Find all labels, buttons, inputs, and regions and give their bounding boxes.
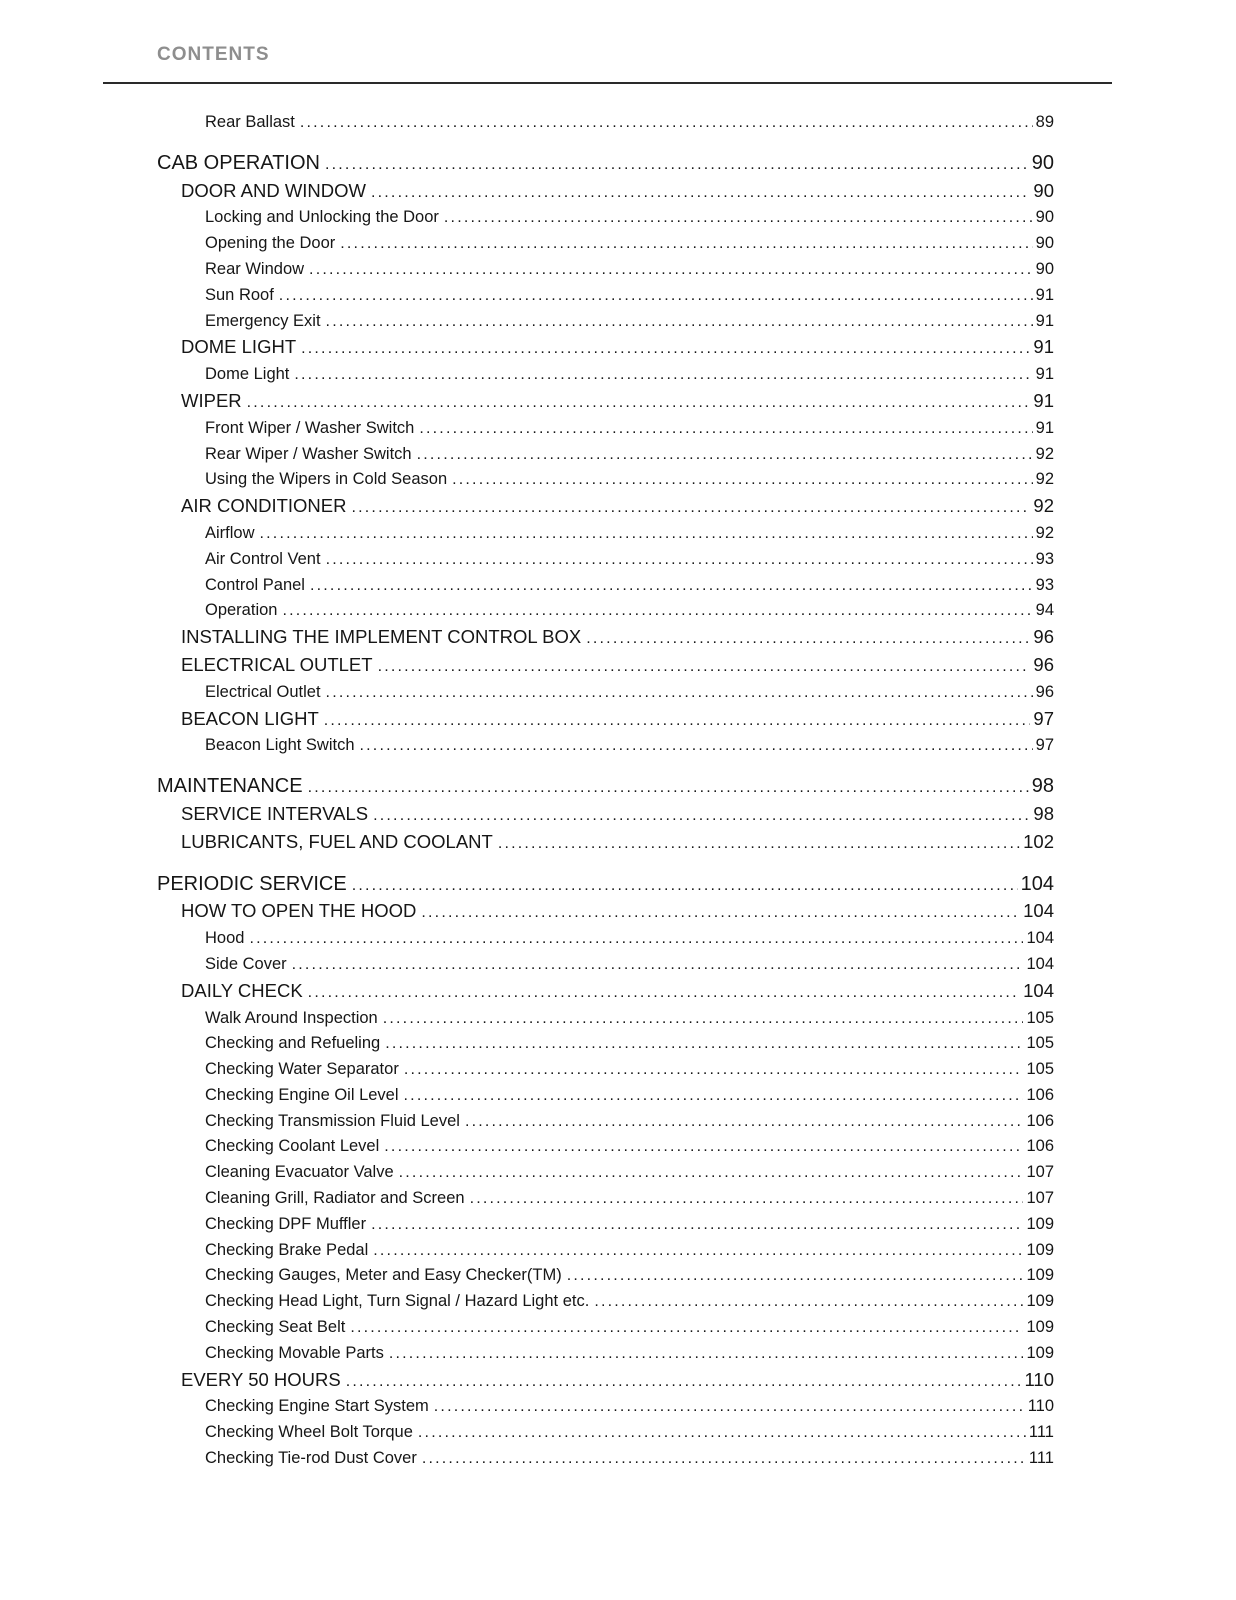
toc-entry-page: 111 [1028, 1449, 1054, 1468]
dot-leader [308, 980, 1020, 1006]
toc-entry-page: 91 [1033, 389, 1054, 411]
dot-leader [352, 873, 1018, 899]
toc-entry-label: SERVICE INTERVALS [181, 802, 369, 824]
dot-leader [404, 1083, 1024, 1109]
toc-entry[interactable] [157, 1006, 1054, 1032]
dot-leader [292, 952, 1024, 978]
toc-entry-page: 110 [1024, 1368, 1054, 1390]
dot-leader [346, 1369, 1022, 1395]
toc-entry-page: 90 [1035, 259, 1054, 278]
dot-leader [371, 180, 1030, 206]
toc-entry[interactable] [157, 547, 1054, 573]
toc-entry[interactable] [157, 110, 1054, 136]
dot-leader [340, 231, 1032, 257]
toc-entry[interactable] [157, 573, 1054, 599]
toc-entry-label: Checking Seat Belt [205, 1318, 346, 1337]
toc-entry[interactable] [157, 978, 1054, 1006]
toc-entry[interactable] [157, 1186, 1054, 1212]
toc-entry-page: 90 [1035, 234, 1054, 253]
dot-leader [419, 416, 1032, 442]
toc-entry-page: 96 [1035, 682, 1054, 701]
toc-entry-label: Operation [205, 601, 278, 620]
dot-leader [373, 1238, 1023, 1264]
toc-entry-label: Sun Roof [205, 285, 274, 304]
toc-entry-page: 104 [1023, 900, 1054, 922]
toc-entry-page: 90 [1031, 151, 1054, 174]
toc-entry[interactable] [157, 1057, 1054, 1083]
toc-entry[interactable] [157, 521, 1054, 547]
toc-entry-label: Cleaning Evacuator Valve [205, 1163, 394, 1182]
toc-entry-page: 93 [1035, 549, 1054, 568]
dot-leader [324, 708, 1031, 734]
toc-entry-page: 104 [1026, 954, 1054, 973]
toc-entry-page: 102 [1023, 830, 1054, 852]
toc-entry-label: Airflow [205, 523, 255, 542]
toc-entry-page: 98 [1033, 802, 1054, 824]
dot-leader [586, 626, 1030, 652]
dot-leader [421, 900, 1020, 926]
toc-entry[interactable] [157, 1238, 1054, 1264]
dot-leader [378, 654, 1031, 680]
toc-entry-page: 91 [1035, 418, 1054, 437]
toc-entry[interactable] [157, 952, 1054, 978]
toc-entry-page: 109 [1026, 1292, 1054, 1311]
toc-entry[interactable] [157, 652, 1054, 680]
dot-leader [371, 1212, 1023, 1238]
toc-entry-label: Checking Tie-rod Dust Cover [205, 1449, 417, 1468]
toc-entry-page: 92 [1035, 523, 1054, 542]
dot-leader [417, 442, 1033, 468]
toc-entry-page: 106 [1026, 1085, 1054, 1104]
toc-entry-page: 97 [1035, 736, 1054, 755]
dot-leader [326, 309, 1033, 335]
dot-leader [351, 495, 1030, 521]
toc-entry-page: 111 [1028, 1423, 1054, 1442]
toc-entry-label: INSTALLING THE IMPLEMENT CONTROL BOX [181, 626, 582, 648]
toc-entry[interactable] [157, 1315, 1054, 1341]
toc-entry[interactable] [157, 1446, 1054, 1472]
toc-entry-label: Air Control Vent [205, 549, 321, 568]
dot-leader [422, 1446, 1026, 1472]
toc-entry-page: 98 [1031, 775, 1054, 798]
page-header-title: CONTENTS [157, 44, 270, 65]
toc-entry[interactable] [157, 872, 1054, 899]
dot-leader [300, 110, 1033, 136]
toc-entry[interactable] [157, 151, 1054, 178]
toc-entry-page: 107 [1026, 1163, 1054, 1182]
toc-entry[interactable] [157, 680, 1054, 706]
toc-entry-label: ELECTRICAL OUTLET [181, 653, 373, 675]
toc-entry-label: Using the Wipers in Cold Season [205, 470, 448, 489]
toc-entry-page: 94 [1035, 601, 1054, 620]
toc-entry[interactable] [157, 1341, 1054, 1367]
toc-entry-label: Rear Wiper / Washer Switch [205, 444, 412, 463]
toc-entry-label: Checking Wheel Bolt Torque [205, 1423, 413, 1442]
dot-leader [444, 205, 1033, 231]
toc-entry-label: Walk Around Inspection [205, 1008, 378, 1027]
toc-entry-label: Control Panel [205, 575, 305, 594]
toc-entry-label: Checking DPF Muffler [205, 1214, 367, 1233]
dot-leader [309, 257, 1033, 283]
toc-entry-page: 90 [1035, 208, 1054, 227]
toc-entry-label: PERIODIC SERVICE [157, 872, 347, 895]
toc-entry-label: EVERY 50 HOURS [181, 1368, 341, 1390]
toc-entry-label: AIR CONDITIONER [181, 495, 347, 517]
toc-entry[interactable] [157, 1083, 1054, 1109]
toc-entry-page: 90 [1033, 179, 1054, 201]
dot-leader [326, 680, 1033, 706]
dot-leader [325, 152, 1029, 178]
toc-entry[interactable] [157, 283, 1054, 309]
toc-entry-label: DOOR AND WINDOW [181, 179, 366, 201]
toc-entry-page: 91 [1033, 336, 1054, 358]
toc-entry-label: Locking and Unlocking the Door [205, 208, 439, 227]
dot-leader [385, 1031, 1023, 1057]
dot-leader [594, 1289, 1023, 1315]
toc-entry-page: 105 [1026, 1008, 1054, 1027]
toc-entry[interactable] [157, 1420, 1054, 1446]
toc-entry-label: Checking Gauges, Meter and Easy Checker(TM) [205, 1266, 562, 1285]
toc-entry-page: 109 [1026, 1214, 1054, 1233]
toc-entry-page: 91 [1035, 285, 1054, 304]
toc-entry[interactable] [157, 1289, 1054, 1315]
toc-entry[interactable] [157, 178, 1054, 206]
toc-entry-label: LUBRICANTS, FUEL AND COOLANT [181, 830, 493, 852]
toc-entry-label: WIPER [181, 389, 242, 411]
toc-entry[interactable] [157, 205, 1054, 231]
toc-entry-label: Side Cover [205, 954, 287, 973]
toc-entry[interactable] [157, 1031, 1054, 1057]
toc-entry-page: 92 [1033, 495, 1054, 517]
toc-entry-label: Checking Engine Oil Level [205, 1085, 399, 1104]
toc-entry[interactable] [157, 1212, 1054, 1238]
dot-leader [294, 362, 1032, 388]
dot-leader [279, 283, 1033, 309]
toc-entry[interactable] [157, 1367, 1054, 1395]
toc-entry[interactable] [157, 442, 1054, 468]
toc-entry-page: 104 [1026, 929, 1054, 948]
toc-entry-label: Checking Transmission Fluid Level [205, 1111, 460, 1130]
toc-entry[interactable] [157, 493, 1054, 521]
dot-leader [498, 831, 1020, 857]
toc-entry-label: MAINTENANCE [157, 775, 303, 798]
toc-entry-label: Electrical Outlet [205, 682, 321, 701]
toc-entry-label: Cleaning Grill, Radiator and Screen [205, 1189, 465, 1208]
toc-entry[interactable] [157, 362, 1054, 388]
toc-entry-page: 106 [1026, 1111, 1054, 1130]
toc-entry-label: Checking and Refueling [205, 1034, 381, 1053]
dot-leader [249, 926, 1023, 952]
toc-entry-page: 105 [1026, 1034, 1054, 1053]
toc-entry-label: Dome Light [205, 365, 290, 384]
dot-leader [383, 1006, 1024, 1032]
toc-entry-page: 109 [1026, 1240, 1054, 1259]
toc-entry[interactable] [157, 467, 1054, 493]
toc-entry-page: 89 [1035, 113, 1054, 131]
dot-leader [404, 1057, 1024, 1083]
toc-entry-page: 109 [1026, 1343, 1054, 1362]
dot-leader [384, 1134, 1023, 1160]
dot-leader [308, 775, 1029, 801]
toc-entry-page: 106 [1026, 1137, 1054, 1156]
toc-entry[interactable] [157, 774, 1054, 801]
toc-entry-label: Front Wiper / Washer Switch [205, 418, 415, 437]
dot-leader [247, 390, 1031, 416]
toc-entry[interactable] [157, 733, 1054, 759]
toc-entry[interactable] [157, 624, 1054, 652]
toc-entry-page: 96 [1033, 626, 1054, 648]
toc-entry-label: DAILY CHECK [181, 979, 303, 1001]
toc-entry-page: 109 [1026, 1318, 1054, 1337]
dot-leader [434, 1394, 1025, 1420]
dot-leader [350, 1315, 1023, 1341]
toc-entry-page: 93 [1035, 575, 1054, 594]
toc-entry[interactable] [157, 231, 1054, 257]
toc-entry[interactable] [157, 598, 1054, 624]
toc-entry-page: 92 [1035, 470, 1054, 489]
toc-entry[interactable] [157, 334, 1054, 362]
toc-entry-label: Rear Ballast [205, 113, 295, 131]
toc-entry-page: 110 [1027, 1397, 1054, 1416]
toc-entry-label: Checking Engine Start System [205, 1397, 429, 1416]
dot-leader [310, 573, 1033, 599]
toc-entry-label: Checking Movable Parts [205, 1343, 384, 1362]
dot-leader [399, 1160, 1024, 1186]
toc-entry[interactable] [157, 706, 1054, 734]
toc-entry-page: 107 [1026, 1189, 1054, 1208]
dot-leader [465, 1109, 1024, 1135]
toc-entry-label: Rear Window [205, 259, 305, 278]
toc-entry-label: Checking Water Separator [205, 1060, 399, 1079]
dot-leader [360, 733, 1033, 759]
toc-entry-label: HOW TO OPEN THE HOOD [181, 900, 417, 922]
toc-entry[interactable] [157, 801, 1054, 829]
toc-entry-page: 109 [1026, 1266, 1054, 1285]
toc-entry[interactable] [157, 1134, 1054, 1160]
toc-entry-page: 104 [1023, 979, 1054, 1001]
toc-entry[interactable] [157, 829, 1054, 857]
toc-entry-page: 104 [1020, 872, 1054, 895]
dot-leader [326, 547, 1033, 573]
toc-entry-label: Opening the Door [205, 234, 336, 253]
toc-entry-page: 91 [1035, 365, 1054, 384]
toc-entry-label: Checking Head Light, Turn Signal / Hazard Light etc. [205, 1292, 590, 1311]
toc-entry-label: Checking Coolant Level [205, 1137, 380, 1156]
dot-leader [282, 598, 1032, 624]
dot-leader [470, 1186, 1024, 1212]
toc-entry[interactable] [157, 1109, 1054, 1135]
toc-entry-label: BEACON LIGHT [181, 707, 319, 729]
toc-entry-label: Beacon Light Switch [205, 736, 355, 755]
toc-entry-page: 92 [1035, 444, 1054, 463]
toc-list [103, 110, 1112, 1472]
toc-entry[interactable] [157, 898, 1054, 926]
toc-entry[interactable] [157, 257, 1054, 283]
dot-leader [452, 467, 1033, 493]
toc-entry[interactable] [157, 1160, 1054, 1186]
toc-entry[interactable] [157, 1394, 1054, 1420]
toc-entry-page: 91 [1035, 311, 1054, 330]
dot-leader [373, 803, 1030, 829]
dot-leader [301, 336, 1030, 362]
dot-leader [260, 521, 1033, 547]
toc-entry[interactable] [157, 388, 1054, 416]
header-rule [103, 82, 1112, 84]
toc-entry[interactable] [157, 309, 1054, 335]
toc-entry-page: 96 [1033, 653, 1054, 675]
toc-entry-label: Emergency Exit [205, 311, 321, 330]
dot-leader [389, 1341, 1024, 1367]
dot-leader [418, 1420, 1026, 1446]
toc-entry-label: DOME LIGHT [181, 336, 297, 358]
dot-leader [567, 1263, 1024, 1289]
toc-entry[interactable] [157, 1263, 1054, 1289]
toc-entry-label: CAB OPERATION [157, 151, 320, 174]
toc-entry[interactable] [157, 926, 1054, 952]
toc-entry-page: 97 [1033, 707, 1054, 729]
toc-entry-label: Checking Brake Pedal [205, 1240, 369, 1259]
toc-entry[interactable] [157, 416, 1054, 442]
toc-entry-page: 105 [1026, 1060, 1054, 1079]
toc-entry-label: Hood [205, 929, 245, 948]
